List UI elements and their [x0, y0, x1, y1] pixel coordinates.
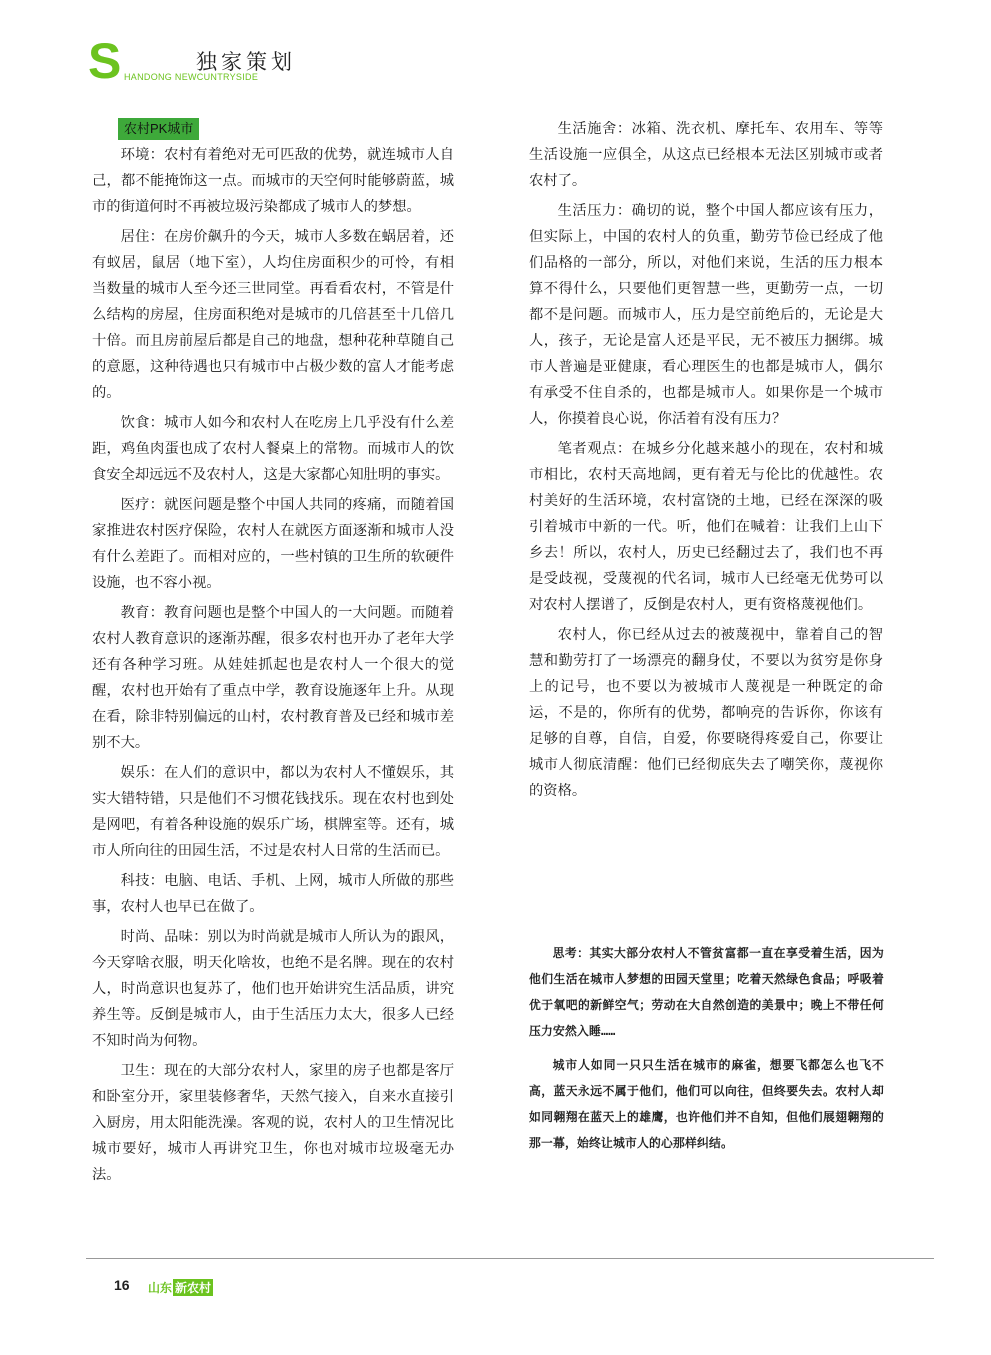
- article-paragraph: [92, 760, 454, 864]
- paragraph-keyword: 笔者观点：: [557, 441, 632, 457]
- logo-subtitle: HANDONG NEWCUNTRYSIDE: [124, 72, 259, 82]
- article-paragraph: [529, 116, 883, 194]
- paragraph-text: 教育问题也是整个中国人的一大问题。而随着农村人教育意识的逐渐苏醒，很多农村也开办了老年大学还有各种学习班。从娃娃抓起也是农村人一个很大的觉醒，农村也开始有了重点中学，教育设施逐年上升。从现在看，除非特别偏远的山村，农村教育普及已经和城市差别不大。: [92, 605, 454, 751]
- footer-divider: [86, 1258, 934, 1259]
- article-paragraph: [529, 198, 883, 432]
- paragraph-keyword: 生活施舍：: [557, 121, 632, 137]
- article-paragraph: [92, 868, 454, 920]
- paragraph-keyword: 环境：: [120, 147, 165, 163]
- paragraph-text: 农村有着绝对无可匹敌的优势，就连城市人自己，都不能掩饰这一点。而城市的天空何时能够蔚蓝，城市的街道何时不再被垃圾污染都成了城市人的梦想。: [92, 147, 454, 215]
- paragraph-keyword: 医疗：: [120, 497, 165, 513]
- think-box: [529, 940, 884, 1164]
- paragraph-keyword: 居住：: [120, 229, 165, 245]
- article-paragraph: [92, 224, 454, 406]
- article-paragraph: [92, 142, 454, 220]
- article-paragraph: [92, 600, 454, 756]
- topic-tag: 农村PK城市: [118, 118, 199, 140]
- paragraph-keyword: 生活压力：: [557, 203, 632, 219]
- footer-logo: [148, 1279, 213, 1296]
- think-paragraph: 城市人如同一只只生活在城市的麻雀，想要飞都怎么也飞不高，蓝天永远不属于他们，他们可以向往，但终要失去。农村人却如同翱翔在蓝天上的雄鹰，也许他们并不自知，但他们展翅翱翔的那一幕，始终让城市人的心那样纠结。: [529, 1058, 884, 1150]
- paragraph-text: 别以为时尚就是城市人所认为的跟风，今天穿啥衣服，明天化啥妆，也绝不是名牌。现在的农村人，时尚意识也复苏了，他们也开始讲究生活品质，讲究养生等。反倒是城市人，由于生活压力太大，很多人已经不知时尚为何物。: [92, 929, 454, 1049]
- section-title: 独家策划: [196, 50, 296, 74]
- article-paragraph: [529, 436, 883, 618]
- paragraph-keyword: 饮食：: [120, 415, 165, 431]
- footer-logo-box: 新农村: [175, 1281, 212, 1295]
- left-column: [92, 116, 454, 1192]
- left-paragraphs: [92, 142, 454, 1188]
- paragraph-text: 农村人，你已经从过去的被蔑视中，靠着自己的智慧和勤劳打了一场漂亮的翻身仗，不要以为贫穷是你身上的记号，也不要以为被城市人蔑视是一种既定的命运，不是的，你所有的优势，都响亮的告诉你，你该有足够的自尊，自信，自爱，你要晓得疼爱自己，你要让城市人彻底清醒：他们已经彻底失去了嘲笑你，蔑视你的资格。: [529, 627, 883, 799]
- paragraph-keyword: 娱乐：: [120, 765, 165, 781]
- paragraph-text: 现在的大部分农村人，家里的房子也都是客厅和卧室分开，家里装修奢华，天然气接入，自来水直接引入厨房，用太阳能洗澡。客观的说，农村人的卫生情况比城市要好，城市人再讲究卫生，你也对城市垃圾毫无办法。: [92, 1063, 454, 1183]
- article-paragraph: [92, 924, 454, 1054]
- right-paragraphs: [529, 116, 883, 804]
- paragraph-text: 电脑、电话、手机、上网，城市人所做的那些事，农村人也早已在做了。: [92, 873, 454, 915]
- article-paragraph: [529, 622, 883, 804]
- paragraph-text: 确切的说，整个中国人都应该有压力，但实际上，中国的农村人的负重，勤劳节俭已经成了他们品格的一部分，所以，对他们来说，生活的压力根本算不得什么，只要他们更智慧一些，更勤劳一点，一切都不是问题。而城市人，压力是空前绝后的，无论是大人，孩子，无论是富人还是平民，无不被压力捆绑。城市人普遍是亚健康，看心理医生的也都是城市人，偶尔有承受不住自杀的，也都是城市人。如果你是一个城市人，你摸着良心说，你活着有没有压力？: [529, 203, 884, 427]
- masthead: [88, 33, 408, 89]
- paragraph-keyword: 科技：: [120, 873, 165, 889]
- paragraph-text: 在人们的意识中，都以为农村人不懂娱乐，其实大错特错，只是他们不习惯花钱找乐。现在农村也到处是网吧，有着各种设施的娱乐广场，棋牌室等。还有，城市人所向往的田园生活，不过是农村人日常的生活而已。: [92, 765, 454, 859]
- article-paragraph: [92, 492, 454, 596]
- article-paragraph: [92, 1058, 454, 1188]
- paragraph-text: 城市人如今和农村人在吃房上几乎没有什么差距，鸡鱼肉蛋也成了农村人餐桌上的常物。而城市人的饮食安全却远远不及农村人，这是大家都心知肚明的事实。: [92, 415, 454, 483]
- logo-letter: S: [88, 33, 122, 89]
- paragraph-text: 在城乡分化越来越小的现在，农村和城市相比，农村天高地阔，更有着无与伦比的优越性。农村美好的生活环境，农村富饶的土地，已经在深深的吸引着城市中新的一代。听，他们在喊着：让我们上山下乡去！所以，农村人，历史已经翻过去了，我们也不再是受歧视，受蔑视的代名词，城市人已经毫无优势可以对农村人摆谱了，反倒是农村人，更有资格蔑视他们。: [529, 441, 884, 613]
- page-number: 16: [114, 1277, 130, 1293]
- paragraph-keyword: 时尚、品味：: [120, 929, 208, 945]
- right-column: [529, 116, 883, 808]
- paragraph-text: 在房价飙升的今天，城市人多数在蜗居着，还有蚁居，鼠居（地下室），人均住房面积少的可怜，有相当数量的城市人至今还三世同堂。再看看农村，不管是什么结构的房屋，住房面积绝对是城市的几倍甚至十几倍几十倍。而且房前屋后都是自己的地盘，想种花种草随自己的意愿，这种待遇也只有城市中占极少数的富人才能考虑的。: [92, 229, 454, 401]
- think-paragraph: 思考：其实大部分农村人不管贫富都一直在享受着生活，因为他们生活在城市人梦想的田园天堂里；吃着天然绿色食品；呼吸着优于氧吧的新鲜空气；劳动在大自然创造的美景中；晚上不带任何压力安然入睡……: [529, 946, 884, 1038]
- paragraph-keyword: 教育：: [120, 605, 165, 621]
- paragraph-keyword: 卫生：: [120, 1063, 165, 1079]
- article-paragraph: [92, 410, 454, 488]
- footer-logo-text: 山东: [148, 1281, 173, 1295]
- paragraph-text: 就医问题是整个中国人共同的疼痛，而随着国家推进农村医疗保险，农村人在就医方面逐渐和城市人没有什么差距了。而相对应的，一些村镇的卫生所的软硬件设施，也不容小视。: [92, 497, 454, 591]
- paragraph-text: 冰箱、洗衣机、摩托车、农用车、等等生活设施一应俱全，从这点已经根本无法区别城市或者农村了。: [529, 121, 884, 189]
